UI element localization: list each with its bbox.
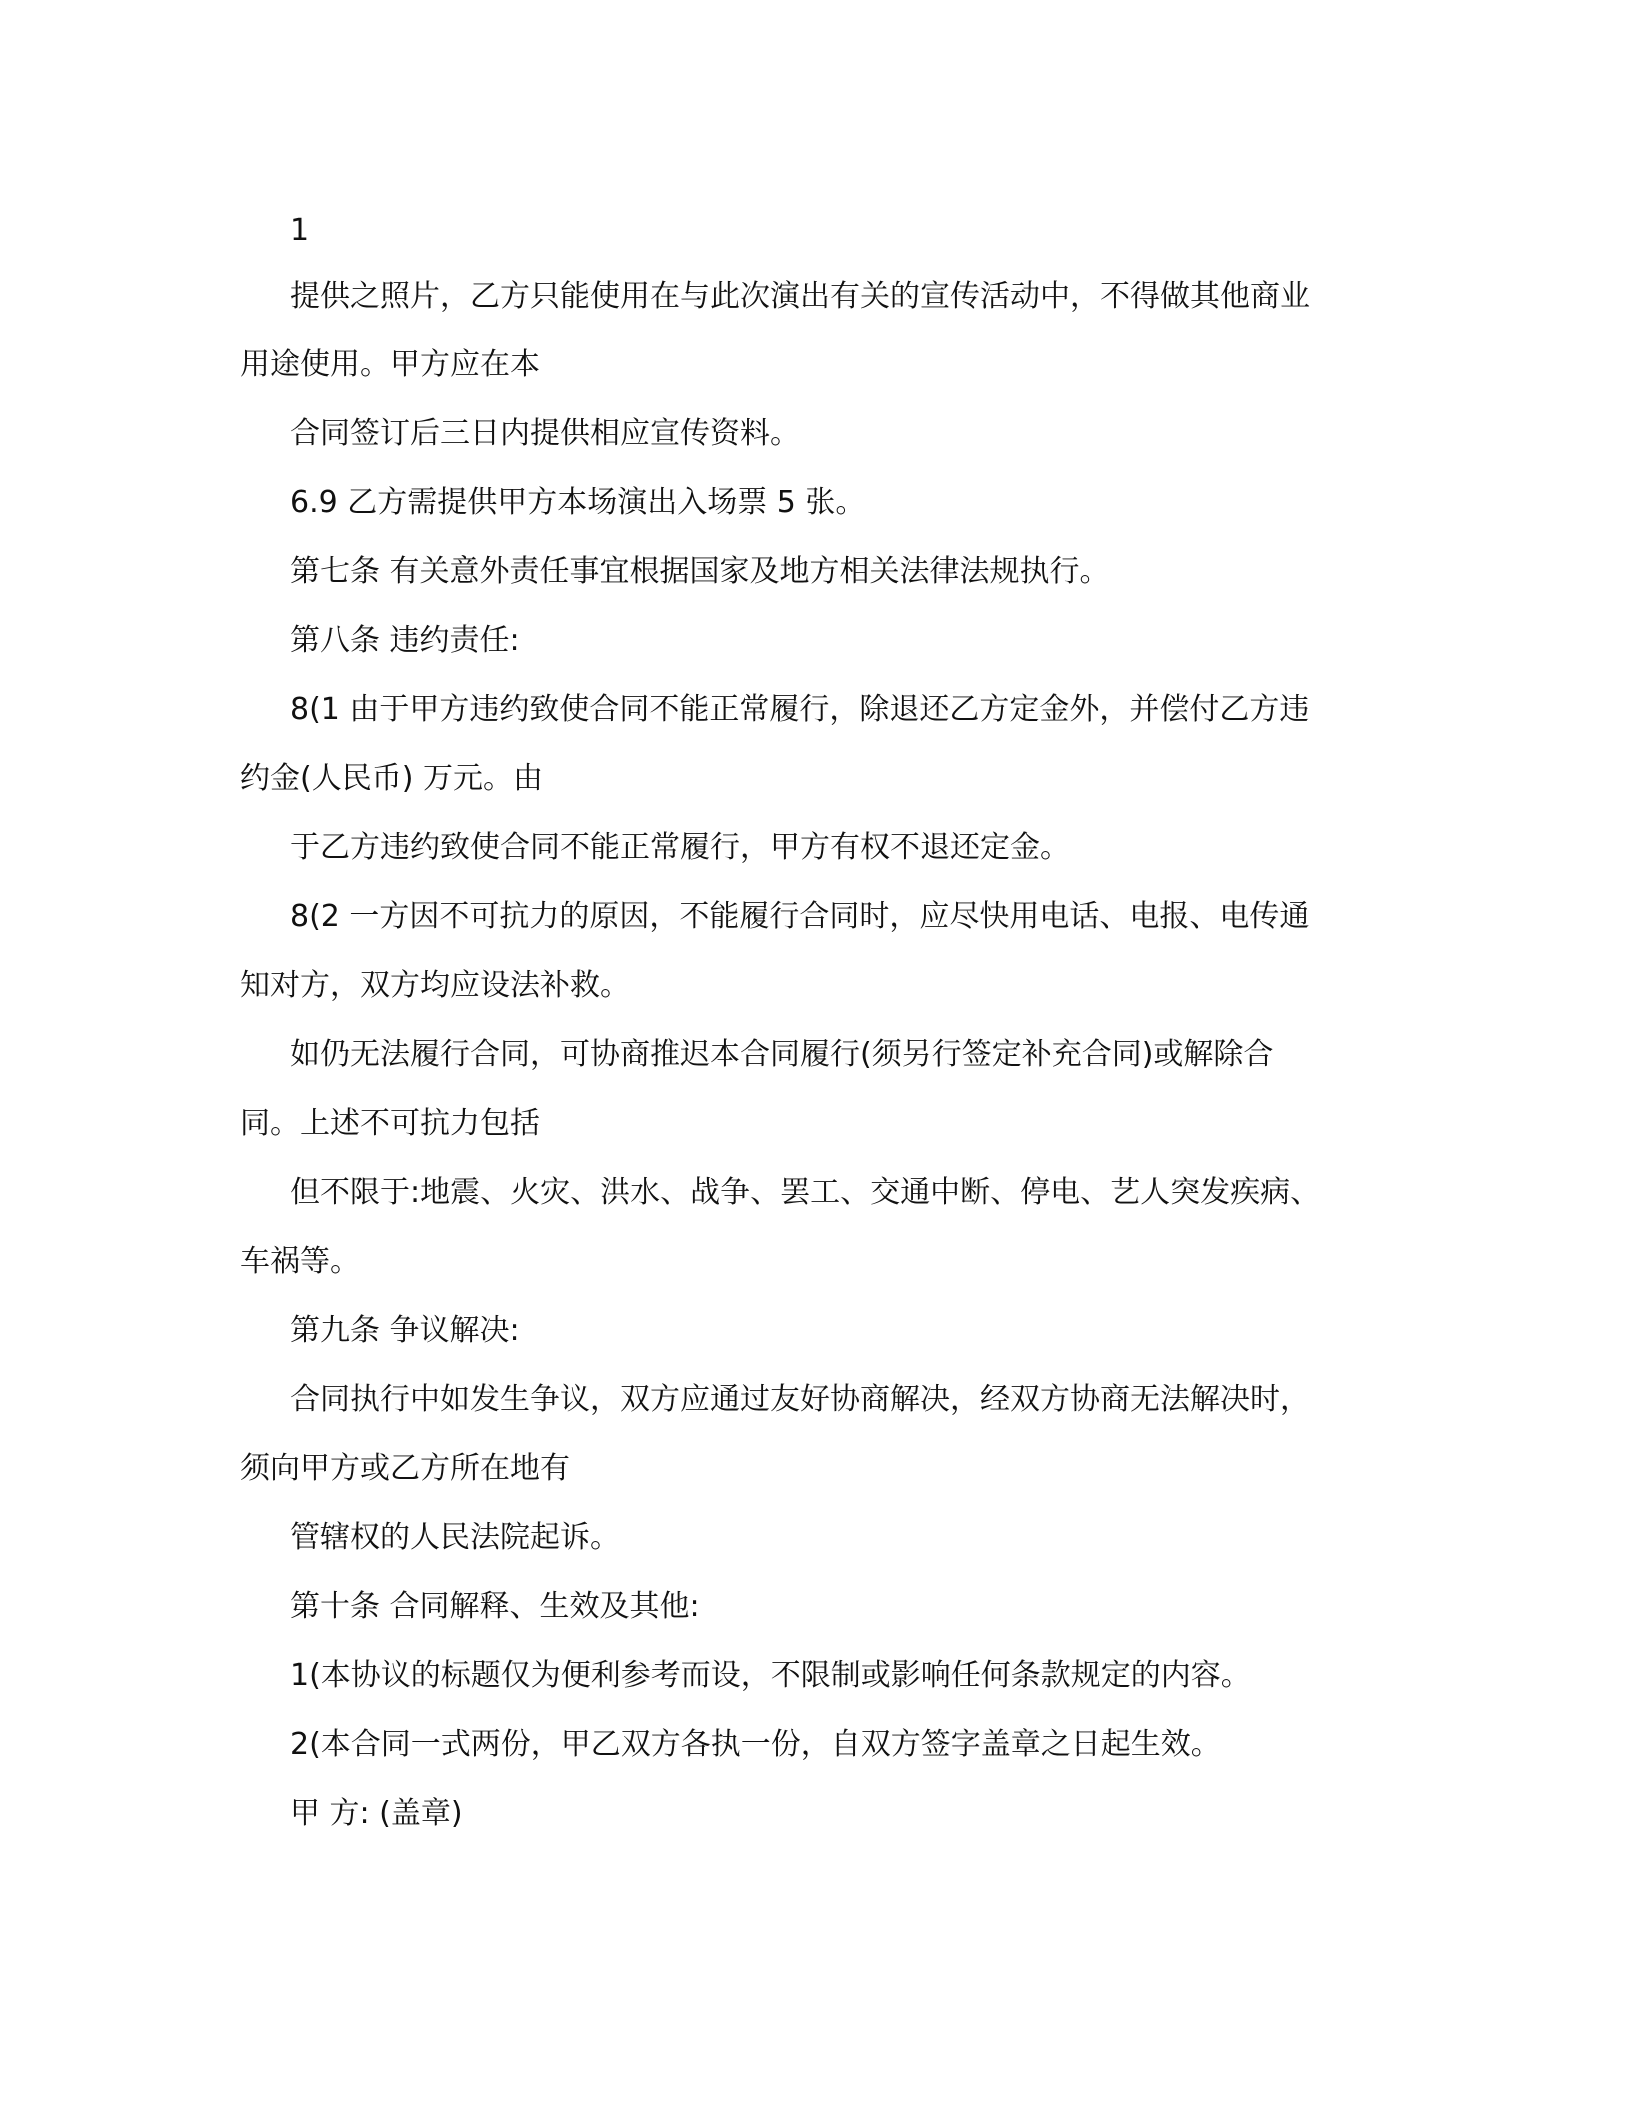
text-line: 管辖权的人民法院起诉。 bbox=[290, 1520, 620, 1555]
text-line: 车祸等。 bbox=[240, 1244, 360, 1279]
page-number: 1 bbox=[290, 213, 310, 248]
text-line: 第八条 违约责任: bbox=[290, 623, 520, 658]
text-line: 第九条 争议解决: bbox=[290, 1313, 520, 1348]
text-line: 2(本合同一式两份，甲乙双方各执一份，自双方签字盖章之日起生效。 bbox=[290, 1727, 1221, 1762]
text-line: 合同签订后三日内提供相应宣传资料。 bbox=[290, 416, 800, 451]
text-line: 合同执行中如发生争议，双方应通过友好协商解决，经双方协商无法解决时， bbox=[290, 1382, 1310, 1417]
text-line: 第七条 有关意外责任事宜根据国家及地方相关法律法规执行。 bbox=[290, 554, 1110, 589]
text-line: 8(2 一方因不可抗力的原因，不能履行合同时，应尽快用电话、电报、电传通 bbox=[290, 899, 1310, 934]
text-line: 如仍无法履行合同，可协商推迟本合同履行(须另行签定补充合同)或解除合 bbox=[290, 1037, 1274, 1072]
text-line: 用途使用。甲方应在本 bbox=[240, 347, 540, 382]
text-line: 约金(人民币) 万元。由 bbox=[240, 761, 543, 796]
text-line: 同。上述不可抗力包括 bbox=[240, 1106, 540, 1141]
text-line: 甲 方: (盖章) bbox=[290, 1796, 463, 1831]
text-line: 但不限于:地震、火灾、洪水、战争、罢工、交通中断、停电、艺人突发疾病、 bbox=[290, 1175, 1321, 1210]
text-line: 1(本协议的标题仅为便利参考而设，不限制或影响任何条款规定的内容。 bbox=[290, 1658, 1251, 1693]
text-line: 须向甲方或乙方所在地有 bbox=[240, 1451, 570, 1486]
text-line: 6.9 乙方需提供甲方本场演出入场票 5 张。 bbox=[290, 485, 866, 520]
text-line: 于乙方违约致使合同不能正常履行，甲方有权不退还定金。 bbox=[290, 830, 1070, 865]
text-line: 第十条 合同解释、生效及其他: bbox=[290, 1589, 700, 1624]
text-line: 知对方，双方均应设法补救。 bbox=[240, 968, 630, 1003]
text-line: 提供之照片，乙方只能使用在与此次演出有关的宣传活动中，不得做其他商业 bbox=[290, 279, 1310, 314]
text-line: 8(1 由于甲方违约致使合同不能正常履行，除退还乙方定金外，并偿付乙方违 bbox=[290, 692, 1310, 727]
